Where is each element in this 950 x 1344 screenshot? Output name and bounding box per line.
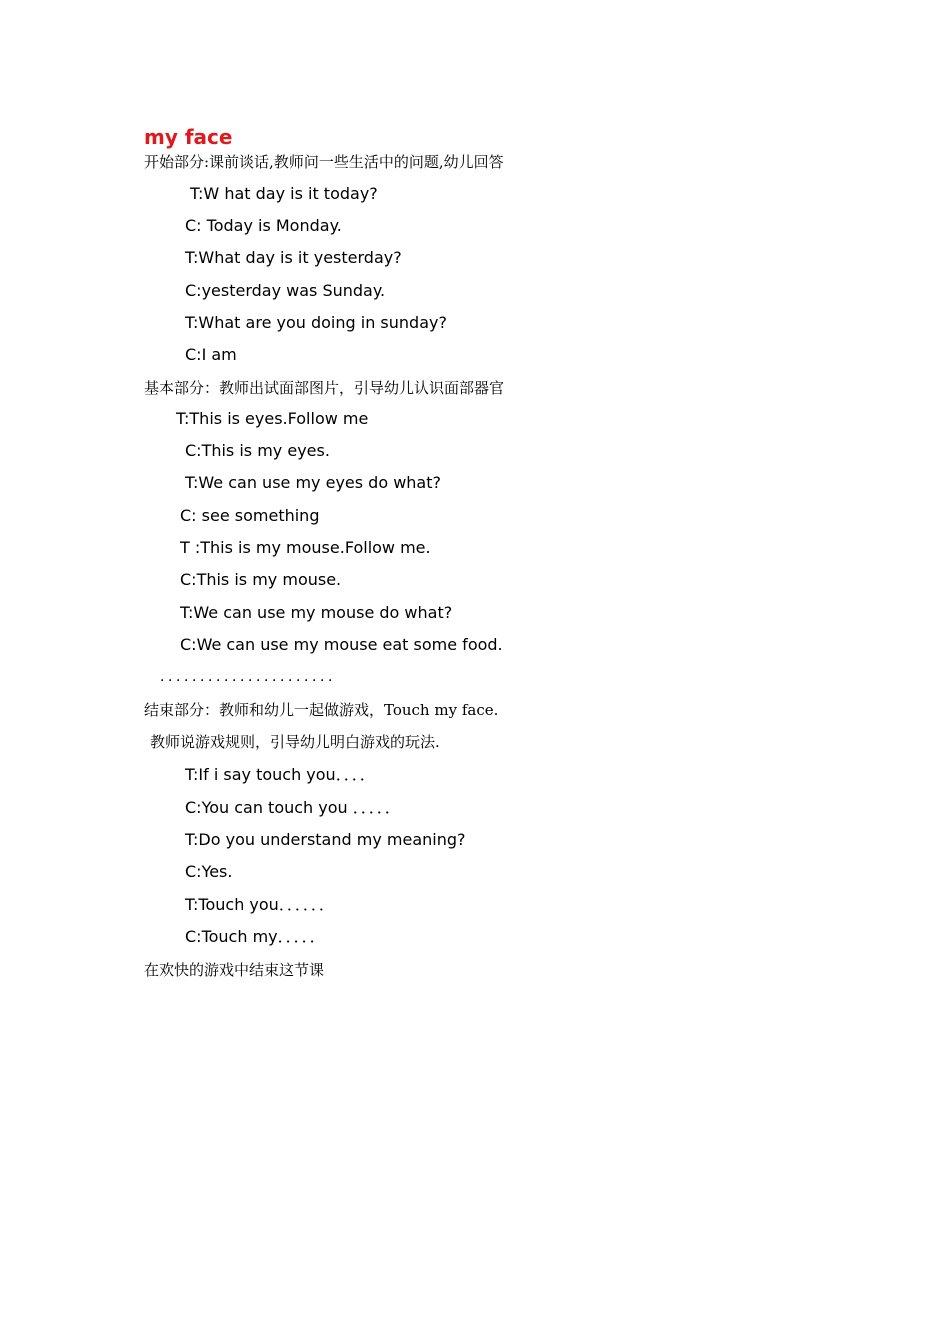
dialogue-line: T:We can use my mouse do what? bbox=[180, 603, 453, 622]
closing-line: 在欢快的游戏中结束这节课 bbox=[144, 961, 325, 979]
dialogue-line: C:This is my mouse. bbox=[180, 570, 342, 589]
dialogue-line: C:Touch my．．．．． bbox=[185, 927, 326, 946]
dialogue-line: T:If i say touch you．．．． bbox=[185, 765, 376, 784]
dialogue-line: T:Touch you．．．．．． bbox=[185, 895, 335, 914]
ending-subheading: 教师说游戏规则，引导幼儿明白游戏的玩法. bbox=[150, 733, 440, 751]
dialogue-line: C:Yes. bbox=[185, 862, 233, 881]
opening-heading: 开始部分:课前谈话,教师问一些生活中的问题,幼儿回答 bbox=[144, 153, 504, 171]
dialogue-line: C: see something bbox=[180, 506, 320, 525]
dialogue-line: T:What are you doing in sunday? bbox=[185, 313, 447, 332]
dialogue-line: T:What day is it yesterday? bbox=[185, 248, 402, 267]
dialogue-line: T:We can use my eyes do what? bbox=[185, 473, 441, 492]
dialogue-line: C:This is my eyes. bbox=[185, 441, 330, 460]
dialogue-line: C:You can touch you ．．．．． bbox=[185, 798, 401, 817]
document-title: my face bbox=[144, 125, 233, 149]
dialogue-line: C:I am bbox=[185, 345, 237, 364]
dialogue-line: C: Today is Monday. bbox=[185, 216, 342, 235]
ending-heading: 结束部分：教师和幼儿一起做游戏，Touch my face. bbox=[144, 701, 499, 719]
dialogue-line: C:yesterday was Sunday. bbox=[185, 281, 386, 300]
dialogue-line: T:Do you understand my meaning? bbox=[185, 830, 466, 849]
ellipsis-separator: ．．．．．．．．．．．．．．．．．．．．．． bbox=[160, 669, 343, 685]
dialogue-line: C:We can use my mouse eat some food. bbox=[180, 635, 503, 654]
basic-heading: 基本部分：教师出试面部图片，引导幼儿认识面部器官 bbox=[144, 379, 505, 397]
dialogue-line: T :This is my mouse.Follow me. bbox=[180, 538, 431, 557]
dialogue-line: T:This is eyes.Follow me bbox=[176, 409, 369, 428]
dialogue-line: T:W hat day is it today? bbox=[190, 184, 378, 203]
